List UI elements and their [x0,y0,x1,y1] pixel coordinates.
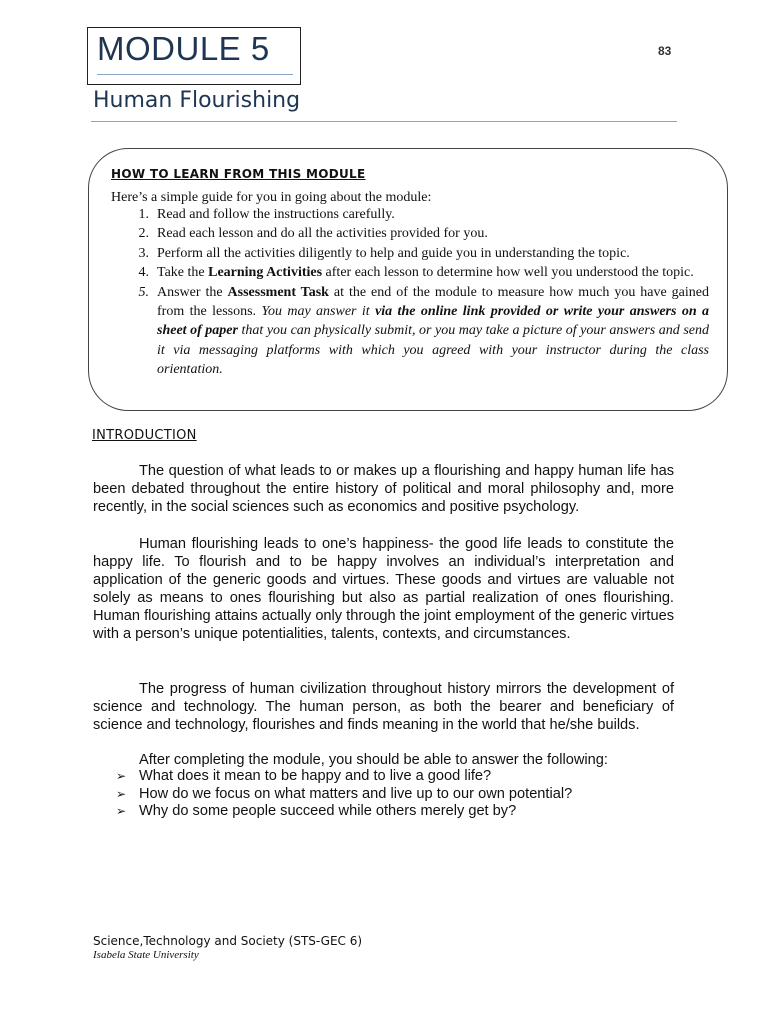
guide-step [113,263,709,282]
intro-paragraph [93,751,674,769]
step-text-part: at the end of the module to measure how much you have gained from the lessons. [157,284,709,320]
step-text: Read each lesson and do all the activities provided for you. [157,226,488,242]
intro-paragraph [93,535,674,643]
module-title-underline [97,74,293,75]
module-title: MODULE 5 [97,30,270,67]
step-text-part: that you can physically submit, or you may take a picture of your answers and send it via messaging platforms with which you agreed with your instructor during the class orientation. [157,323,709,378]
subtitle-rule [91,121,677,122]
intro-paragraph [93,462,674,516]
objective-item [116,768,572,786]
step-text-part: after each lesson to determine how well you understood the topic. [322,265,694,281]
guide-intro: Here’s a simple guide for you in going about the module: [111,190,432,205]
step-text-part: You may answer it [261,304,376,320]
step-text: Perform all the activities diligently to help and guide you in understanding the topic. [157,245,630,261]
introduction-heading: INTRODUCTION [92,428,197,443]
answer-method-emphasis: via the online link provided or write your answers on a sheet of paper [157,304,709,339]
guide-steps-list [113,205,709,380]
step-text [157,283,709,380]
footer-school: Isabela State University [93,949,199,961]
guide-step [113,205,709,224]
arrow-bullet-icon: ➢ [116,804,127,818]
paragraph-text: After completing the module, you should be able to answer the following: [139,752,608,768]
arrow-bullet-icon: ➢ [116,786,127,801]
step-number: 1. [138,207,149,222]
paragraph-text: The question of what leads to or makes up a flourishing and happy human life has been debated throughout the entire history of political and moral philosophy and, more recently, in the social sciences such as economics and positive psychology. [93,463,674,515]
step-number: 3. [138,245,149,261]
step-number: 2. [138,226,149,242]
guide-step [113,224,709,243]
step-text: Read and follow the instructions carefully. [157,207,395,222]
step-number: 4. [138,265,149,281]
step-text-part: Answer the [157,284,228,300]
objective-text: What does it mean to be happy and to live a good life? [139,768,492,784]
learning-activities-term: Learning Activities [208,265,323,281]
footer-course: Science,Technology and Society (STS-GEC 6) [93,934,363,948]
step-text-part: Take the [157,265,209,281]
intro-paragraph [93,680,674,734]
paragraph-text: The progress of human civilization throughout history mirrors the development of science and technology. The human person, as both the bearer and beneficiary of science and technology, flourishes and finds meaning in the world that he/she builds. [93,681,674,733]
objectives-list [116,768,572,821]
paragraph-text: Human flourishing leads to one’s happiness- the good life leads to constitute the happy life. To flourish and to be happy involves an individual’s interpretation and application of the generic goods and virtues. These goods and virtues are valuable not solely as means to ones flourishing but also as partial realization of ones flourishing. Human flourishing attains actually only through the joint employment of the generic virtues with a person’s unique potentialities, talents, contexts, and circumstances. [93,536,674,642]
guide-step [113,244,709,263]
objective-text: How do we focus on what matters and live up to our own potential? [139,785,573,802]
arrow-bullet-icon: ➢ [116,769,127,783]
step-text [157,263,709,282]
step-number: 5. [138,284,149,300]
module-subtitle: Human Flourishing [93,88,301,113]
guide-heading: HOW TO LEARN FROM THIS MODULE [111,167,366,181]
page-number: 83 [658,44,672,58]
objective-text: Why do some people succeed while others merely get by? [139,803,517,819]
learning-guide-box [88,148,728,411]
objective-item [116,786,572,804]
assessment-task-term: Assessment Task [227,284,329,300]
guide-step [113,283,709,380]
objective-item [116,803,572,821]
